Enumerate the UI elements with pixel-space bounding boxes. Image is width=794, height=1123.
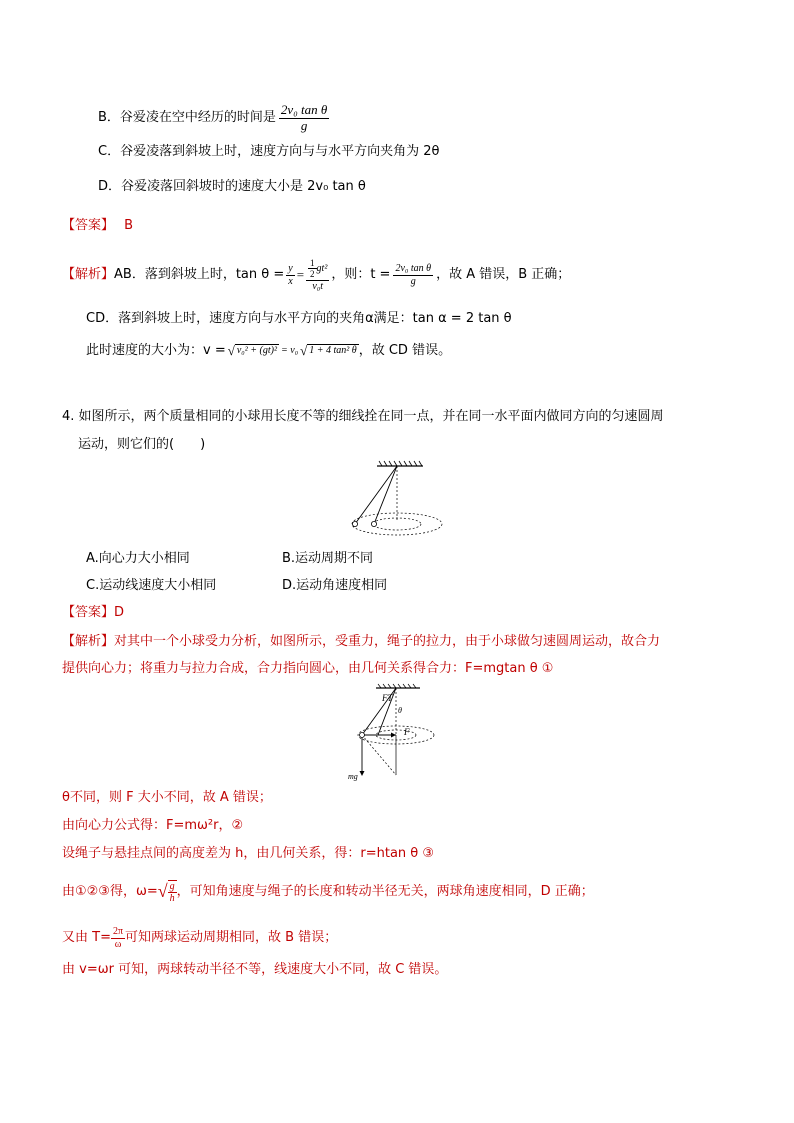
q3-option-d: D．谷爱凌落回斜坡时的速度大小是 2v₀ tan θ [98,179,366,194]
q4-option-c: C.运动线速度大小相同 [86,578,217,593]
q3-option-b-denominator: g [300,117,308,133]
q4-line-e-fraction [111,926,125,950]
q3-answer-value: B [124,218,134,233]
q4-line-e-omega: ω [114,938,122,950]
q4-line-c: 设绳子与悬挂点间的高度差为 h，由几何关系，得：r=htan θ ③ [62,846,435,861]
q4-fig-label-ft: FT [382,693,393,703]
q3-sqrt2: 1 + 4 tan² θ [309,345,357,357]
q3-analysis-label: 【解析】 [62,267,115,283]
q4-line-d-g: g [169,880,175,892]
q3-option-c: C．谷爱凌落到斜坡上时，速度方向与与水平方向夹角为 2θ [98,144,440,159]
q3-answer-label: 【答案】 [62,218,115,233]
q3-analysis-line1: 【解析】 AB．落到斜坡上时，tan θ = $\frac{y}{x}$ = $\frac{1}{2}$ gt² v₀t ，则：t = $\frac{\text{2v₀ tan θ}}{g}$ ，故 A 错误，B 正确； [62,257,571,292]
q3-frac-half-2: 2 [310,269,315,280]
q4-line-b: 由向心力公式得：F=mω²r，② [62,818,244,833]
q4-line-d-h: h [169,893,175,904]
q4-option-d: D.运动角速度相同 [282,578,388,593]
q4-analysis-line1 [62,634,660,650]
q3-frac-time [393,263,433,287]
q3-frac-y: y [288,263,293,274]
q3-frac-half [308,258,317,280]
q4-analysis-line1-text: 对其中一个小球受力分析，如图所示，受重力，绳子的拉力，由于小球做匀速圆周运动，故合力 [114,634,661,649]
q4-line-d-suffix: ，可知角速度与绳子的长度和转动半径无关，两球角速度相同，D 正确； [176,884,594,900]
q4-line-d-prefix: 由①②③得，ω= [62,884,158,900]
q3-frac-time-num: 2v₀ tan θ [395,263,432,274]
q4-line-e-2pi: 2π [112,926,124,937]
q3-option-b [98,100,329,136]
q3-analysis-line3-suffix: ，故 CD 错误。 [358,343,452,358]
q4-figure-force [348,683,448,783]
q3-analysis-line1-prefix: AB．落到斜坡上时，tan θ = [114,267,285,283]
q4-option-a: A.向心力大小相同 [86,551,190,566]
q3-analysis-line3-prefix: 此时速度的大小为：v = [86,343,226,358]
q4-analysis-line2: 提供向心力；将重力与拉力合成，合力指向圆心，由几何关系得合力：F=mgtan θ ① [62,661,554,676]
q4-line-d: 由①②③得，ω= √ $\frac{g}{h}$ ，可知角速度与绳子的长度和转动半径无关，两球角速度相同，D 正确； [62,880,594,904]
q4-line-d-fraction [168,880,177,905]
q3-sqrt1: v₀² + (gt)² [236,345,277,357]
q3-frac-gt2: gt² [316,263,328,274]
q4-line-e-prefix: 又由 T= [62,930,111,946]
q4-line-e-suffix: 可知两球运动周期相同，故 B 错误； [125,930,338,946]
q4-fig-label-f: F [404,727,410,737]
q4-line-a: θ不同，则 F 大小不同，故 A 错误； [62,790,272,805]
q4-option-b: B.运动周期不同 [282,551,374,566]
q3-analysis-line1-mid: ，则：t = [331,267,391,283]
q4-answer-value: D [114,605,125,620]
q4-line-f: 由 v=ωr 可知，两球转动半径不等，线速度大小不同，故 C 错误。 [62,962,448,977]
q3-frac-half-gt2 [306,258,329,292]
q4-answer-label: 【答案】 [62,605,115,620]
q4-stem-line2: 运动，则它们的( ) [78,437,206,452]
q3-analysis-line3-eq: = v₀ [280,344,299,356]
q3-frac-half-gt2-numerator [306,258,329,281]
q3-frac-y-x [286,263,294,287]
q3-answer [62,218,133,234]
q4-answer [62,605,124,621]
q4-fig-label-mg: mg [348,772,358,781]
q3-option-b-numerator: 2v₀ tan θ [280,101,328,117]
q3-analysis-line2: CD．落到斜坡上时，速度方向与水平方向的夹角α满足：tan α = 2 tan θ [86,311,512,326]
q4-fig-label-theta: θ [398,706,402,715]
q3-frac-time-den: g [410,275,416,287]
q3-option-b-fraction [279,103,329,134]
q3-frac-x: x [288,275,293,287]
q3-frac-v0t: v₀t [312,280,324,292]
q3-analysis-line1-suffix: ，故 A 错误，B 正确； [436,267,571,283]
q4-analysis-label: 【解析】 [62,634,115,649]
q3-option-b-text: B．谷爱凌在空中经历的时间是 [98,110,276,126]
q4-line-e [62,920,337,956]
q3-analysis-line3: 此时速度的大小为：v = √ v₀² + (gt)² = v₀ √ 1 + 4 tan² θ ，故 CD 错误。 [86,343,452,358]
q4-stem-line1: 4. 如图所示，两个质量相同的小球用长度不等的细线拴在同一点，并在同一水平面内做同方向的匀速圆周 [62,409,664,424]
q4-figure-pendulum [345,458,455,540]
q3-frac-half-1: 1 [310,257,315,268]
